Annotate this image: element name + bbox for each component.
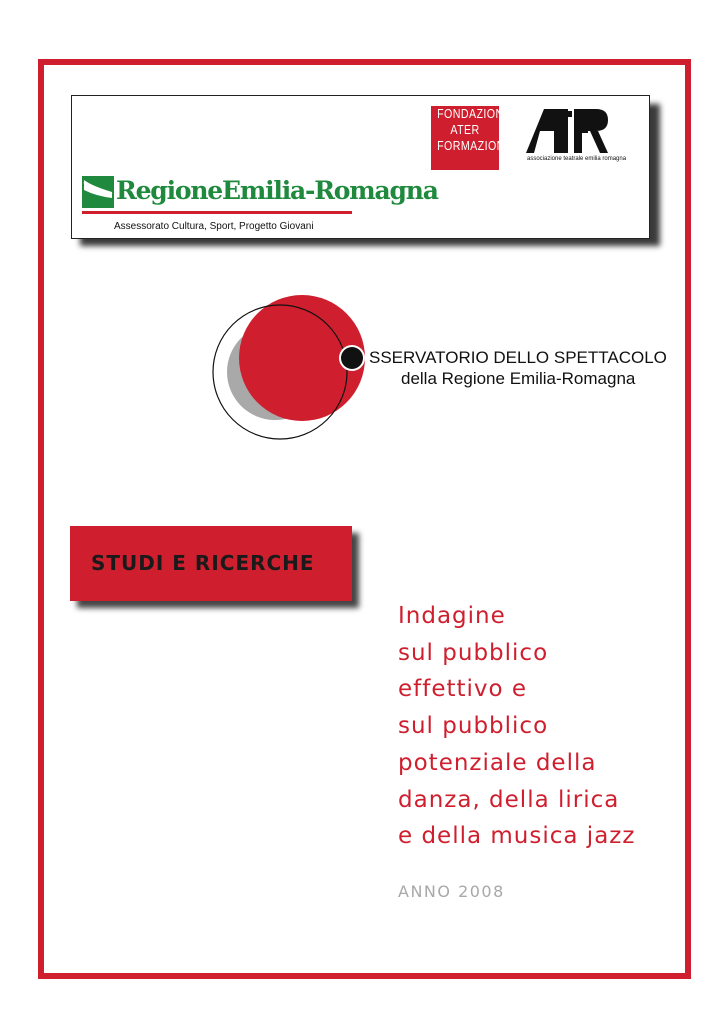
fondazione-line: ATER: [450, 122, 480, 137]
osservatorio-logo-icon: [205, 292, 375, 452]
fondazione-ater-logo: [431, 106, 513, 170]
title-line: danza, della lirica: [398, 786, 620, 813]
fondazione-line: FORMAZIONE: [437, 138, 513, 153]
series-label: STUDI E RICERCHE: [91, 551, 315, 575]
year-label: ANNO 2008: [398, 882, 505, 901]
ater-caption: associazione teatrale emilia romagna: [527, 156, 627, 162]
document-title: [398, 598, 635, 855]
title-line: sul pubblico: [398, 713, 549, 740]
title-line: potenziale della: [398, 749, 597, 776]
regione-subtitle: Assessorato Cultura, Sport, Progetto Giovani: [114, 221, 314, 232]
logo-box: [71, 95, 650, 239]
title-line: effettivo e: [398, 676, 528, 703]
title-line: e della musica jazz: [398, 823, 636, 850]
logo-black-dot: [341, 347, 363, 369]
osservatorio-title-line2: della Regione Emilia-Romagna: [401, 369, 636, 388]
fondazione-line: FONDAZIONE: [437, 106, 512, 121]
title-line: Indagine: [398, 603, 506, 629]
ater-logo-icon: [526, 109, 608, 153]
regione-name: RegioneEmilia-Romagna: [116, 176, 438, 205]
series-label-box: [70, 526, 352, 601]
osservatorio-title-line1: SSERVATORIO DELLO SPETTACOLO: [369, 348, 667, 367]
regione-red-rule: [82, 211, 352, 214]
regione-flag-icon: [82, 176, 114, 208]
title-line: sul pubblico: [398, 639, 549, 666]
